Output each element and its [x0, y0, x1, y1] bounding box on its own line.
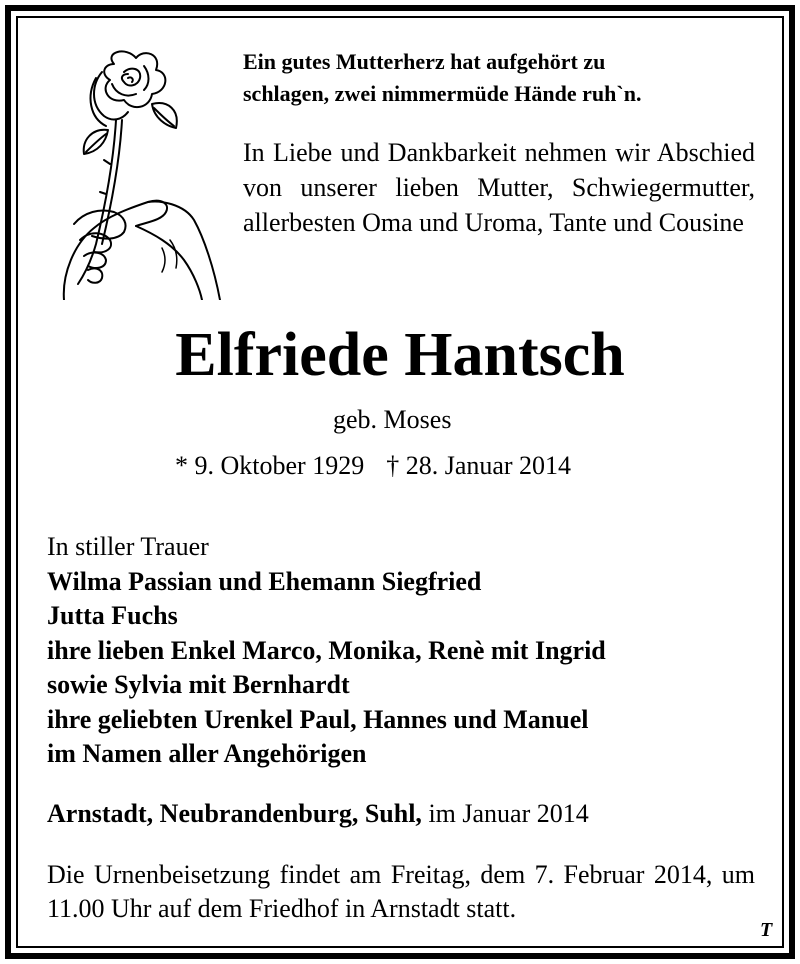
- mourner-line: ihre lieben Enkel Marco, Monika, Renè mit Ingrid: [47, 635, 606, 665]
- deceased-name: Elfriede Hantsch: [175, 321, 625, 389]
- death-date: † 28. Januar 2014: [386, 451, 572, 480]
- mourner-line: Jutta Fuchs: [47, 601, 178, 630]
- mourner-line: ihre geliebten Urenkel Paul, Hannes und Manuel: [47, 704, 589, 734]
- verse-line-2: schlagen, zwei nimmermüde Hände ruh`n.: [243, 81, 642, 106]
- mourner-line: Wilma Passian und Ehemann Siegfried: [47, 566, 482, 596]
- mourners-lead: In stiller Trauer: [47, 532, 209, 561]
- publisher-mark: T: [760, 919, 773, 941]
- verse-line-1: Ein gutes Mutterherz hat aufgehört zu: [243, 49, 606, 74]
- mourner-line: im Namen aller Angehörigen: [47, 739, 367, 768]
- place-and-date: [47, 797, 589, 831]
- burial-notice: Die Urnenbeisetzung findet am Freitag, dem 7. Februar 2014, um 11.00 Uhr auf dem Friedhof in Arnstadt statt.: [47, 860, 755, 923]
- mourners-list: [47, 530, 767, 772]
- place-towns: Arnstadt, Neubrandenburg, Suhl,: [47, 799, 422, 828]
- farewell-intro: In Liebe und Dankbarkeit nehmen wir Abschied von unserer lieben Mutter, Schwiegermutter, allerbesten Oma und Uroma, Tante und Cousine: [243, 138, 755, 237]
- life-dates: [175, 449, 571, 483]
- rose-in-hand-icon: [44, 44, 226, 300]
- maiden-name: geb. Moses: [333, 405, 452, 434]
- birth-date: * 9. Oktober 1929: [175, 451, 365, 480]
- memorial-verse: [243, 46, 759, 110]
- mourner-line: sowie Sylvia mit Bernhardt: [47, 670, 350, 699]
- place-date: im Januar 2014: [428, 799, 589, 828]
